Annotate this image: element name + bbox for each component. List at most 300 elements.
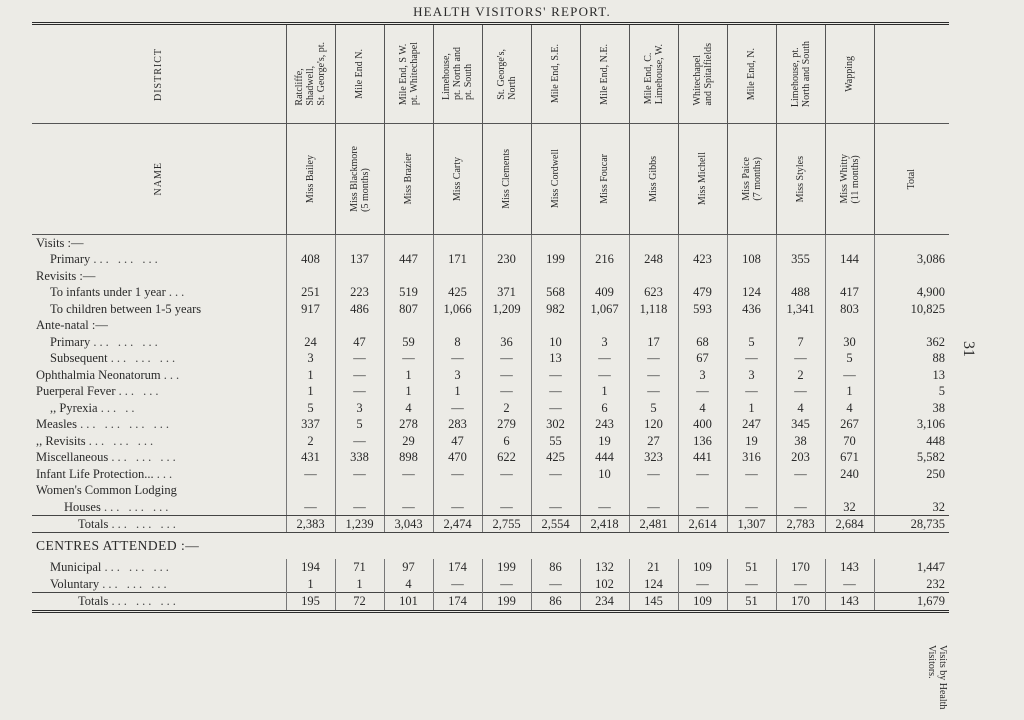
value-cell: —	[335, 433, 384, 450]
value-cell: 6	[580, 400, 629, 417]
district-header	[482, 24, 531, 124]
value-cell: —	[678, 383, 727, 400]
visitor-name-header	[580, 124, 629, 235]
value-cell: 5	[335, 416, 384, 433]
page-number: 31	[960, 341, 977, 357]
visitor-name: Miss Blackmore (5 months)	[348, 146, 371, 212]
row-label-cell	[32, 350, 286, 367]
leader-dots: ... ... ...	[111, 450, 179, 465]
row-label: ,, Revisits	[36, 433, 86, 448]
district-label: DISTRICT	[153, 47, 165, 101]
district-header	[384, 24, 433, 124]
value-cell: 143	[825, 593, 874, 612]
value-cell: —	[482, 466, 531, 483]
value-cell	[335, 317, 384, 334]
value-cell: 1	[286, 367, 335, 384]
value-cell	[286, 268, 335, 285]
value-cell: —	[384, 350, 433, 367]
value-cell	[433, 268, 482, 285]
value-cell: 371	[482, 284, 531, 301]
value-cell: 302	[531, 416, 580, 433]
visitor-name: Miss Gibbs	[648, 156, 659, 202]
value-cell	[727, 482, 776, 499]
visitor-name-header	[335, 124, 384, 235]
value-cell: —	[727, 350, 776, 367]
district-name: Mile End, S W. pt. Whitechapel	[397, 42, 420, 106]
value-cell: 568	[531, 284, 580, 301]
value-cell: 124	[629, 576, 678, 593]
row-label: Subsequent	[50, 351, 108, 366]
leader-dots: ... ... ...	[103, 499, 172, 514]
value-cell: —	[531, 400, 580, 417]
value-cell: 86	[531, 559, 580, 576]
value-cell: 1	[433, 383, 482, 400]
value-cell: —	[629, 499, 678, 516]
value-cell: 3	[678, 367, 727, 384]
visitor-name-header	[482, 124, 531, 235]
district-header-row	[32, 24, 949, 124]
value-cell	[531, 482, 580, 499]
value-cell: 10	[531, 334, 580, 351]
row-label: Primary	[50, 252, 91, 267]
value-cell	[531, 235, 580, 252]
value-cell: 174	[433, 593, 482, 612]
table-row	[32, 268, 949, 285]
row-label: Municipal	[50, 560, 102, 575]
value-cell: 137	[335, 251, 384, 268]
total-cell: 362	[874, 334, 949, 351]
value-cell: 38	[776, 433, 825, 450]
value-cell	[678, 268, 727, 285]
centres-totals-row	[32, 593, 949, 612]
value-cell: 444	[580, 449, 629, 466]
row-label-cell	[32, 268, 286, 285]
district-header	[727, 24, 776, 124]
value-cell	[629, 482, 678, 499]
value-cell: 2,383	[286, 515, 335, 533]
value-cell	[776, 268, 825, 285]
value-cell: 109	[678, 559, 727, 576]
value-cell: —	[629, 466, 678, 483]
value-cell: 898	[384, 449, 433, 466]
value-cell	[727, 235, 776, 252]
value-cell: 59	[384, 334, 433, 351]
leader-dots: ... ... ...	[93, 252, 161, 267]
total-cell: 1,447	[874, 559, 949, 576]
district-header	[825, 24, 874, 124]
table-row	[32, 449, 949, 466]
visitor-name-header	[384, 124, 433, 235]
value-cell: —	[433, 499, 482, 516]
value-cell: 6	[482, 433, 531, 450]
value-cell: —	[482, 367, 531, 384]
row-label: Primary	[50, 334, 91, 349]
value-cell: 355	[776, 251, 825, 268]
row-label-cell	[32, 235, 286, 252]
value-cell	[433, 317, 482, 334]
value-cell: 1	[286, 576, 335, 593]
value-cell: —	[629, 383, 678, 400]
value-cell: 19	[580, 433, 629, 450]
value-cell: 3	[580, 334, 629, 351]
row-label-cell	[32, 499, 286, 516]
value-cell: 5	[825, 350, 874, 367]
value-cell: 136	[678, 433, 727, 450]
value-cell: 671	[825, 449, 874, 466]
value-cell: 70	[825, 433, 874, 450]
table-body	[32, 24, 949, 612]
value-cell: 4	[825, 400, 874, 417]
centres-heading-row	[32, 533, 949, 560]
row-label: Ante-natal :—	[36, 318, 108, 333]
row-label: Voluntary	[50, 576, 100, 591]
value-cell: 36	[482, 334, 531, 351]
value-cell: 240	[825, 466, 874, 483]
value-cell: 278	[384, 416, 433, 433]
row-label-cell	[32, 466, 286, 483]
value-cell: —	[531, 383, 580, 400]
value-cell	[286, 235, 335, 252]
total-cell	[874, 268, 949, 285]
leader-dots: ... ... ...	[110, 351, 179, 366]
value-cell	[482, 317, 531, 334]
value-cell: —	[482, 576, 531, 593]
district-header	[874, 24, 949, 124]
row-label-cell	[32, 367, 286, 384]
value-cell: 203	[776, 449, 825, 466]
row-label: Infant Life Protection...	[36, 466, 154, 481]
value-cell	[825, 268, 874, 285]
value-cell	[335, 268, 384, 285]
value-cell: 436	[727, 301, 776, 318]
value-cell	[482, 482, 531, 499]
total-cell: 1,679	[874, 593, 949, 612]
value-cell	[678, 235, 727, 252]
leader-dots: ... ... ...	[102, 576, 170, 591]
value-cell: 1,307	[727, 515, 776, 533]
value-cell: 425	[531, 449, 580, 466]
value-cell: —	[776, 576, 825, 593]
value-cell: 470	[433, 449, 482, 466]
row-label: To children between 1-5 years	[50, 301, 202, 316]
row-label-cell	[32, 301, 286, 318]
row-label: Miscellaneous	[36, 450, 109, 465]
district-name: Mile End, C. Limehouse, W.	[642, 43, 665, 105]
value-cell: 1	[825, 383, 874, 400]
row-label-cell	[32, 482, 286, 499]
district-name: St. George's, North	[495, 48, 518, 100]
row-label-cell	[32, 559, 286, 576]
value-cell: 323	[629, 449, 678, 466]
value-cell: 47	[335, 334, 384, 351]
value-cell: 1	[727, 400, 776, 417]
row-label-cell	[32, 433, 286, 450]
value-cell: 803	[825, 301, 874, 318]
visitor-name-header	[433, 124, 482, 235]
value-cell: 345	[776, 416, 825, 433]
district-header	[629, 24, 678, 124]
value-cell: —	[825, 576, 874, 593]
value-cell	[629, 317, 678, 334]
total-cell: 10,825	[874, 301, 949, 318]
district-label-cell	[32, 24, 286, 124]
value-cell: 337	[286, 416, 335, 433]
visitor-name-header	[629, 124, 678, 235]
value-cell: —	[580, 367, 629, 384]
district-name: Mile End N.	[354, 49, 365, 99]
row-label-cell	[32, 593, 286, 612]
row-label-cell	[32, 383, 286, 400]
table-row	[32, 235, 949, 252]
value-cell: —	[727, 499, 776, 516]
value-cell	[384, 482, 433, 499]
name-label: NAME	[153, 162, 165, 196]
value-cell: —	[678, 499, 727, 516]
total-cell: 232	[874, 576, 949, 593]
value-cell: 71	[335, 559, 384, 576]
table-row	[32, 416, 949, 433]
leader-dots: ...	[156, 466, 176, 481]
value-cell: 2	[776, 367, 825, 384]
total-cell	[874, 317, 949, 334]
value-cell: 1	[384, 383, 433, 400]
value-cell: 223	[335, 284, 384, 301]
value-cell: 194	[286, 559, 335, 576]
total-cell: 5	[874, 383, 949, 400]
value-cell: 4	[384, 576, 433, 593]
value-cell: 171	[433, 251, 482, 268]
visitor-name: Miss Cordwell	[550, 149, 561, 209]
health-visitors-table	[32, 22, 949, 613]
value-cell: —	[531, 576, 580, 593]
value-cell: 807	[384, 301, 433, 318]
value-cell: —	[776, 499, 825, 516]
district-name: Mile End, N.	[746, 47, 757, 101]
visitor-name: Miss Michell	[697, 152, 708, 206]
value-cell: —	[776, 350, 825, 367]
value-cell: 2,554	[531, 515, 580, 533]
value-cell: 216	[580, 251, 629, 268]
visitor-name-header	[874, 124, 949, 235]
leader-dots: ... ... ...	[93, 334, 161, 349]
table-row	[32, 334, 949, 351]
value-cell: 86	[531, 593, 580, 612]
value-cell: 47	[433, 433, 482, 450]
total-cell: 38	[874, 400, 949, 417]
row-label: Ophthalmia Neonatorum	[36, 367, 161, 382]
value-cell: 251	[286, 284, 335, 301]
value-cell	[580, 317, 629, 334]
value-cell: —	[825, 367, 874, 384]
value-cell: 1,341	[776, 301, 825, 318]
value-cell: 2,755	[482, 515, 531, 533]
district-header	[531, 24, 580, 124]
value-cell: 2	[286, 433, 335, 450]
value-cell: 2,474	[433, 515, 482, 533]
total-cell: 13	[874, 367, 949, 384]
total-cell: 4,900	[874, 284, 949, 301]
table-row	[32, 433, 949, 450]
visitor-name: Miss Bailey	[305, 154, 316, 204]
value-cell: —	[629, 367, 678, 384]
value-cell	[580, 268, 629, 285]
district-name: Whitechapel and Spitalfields	[691, 42, 714, 106]
value-cell: —	[678, 576, 727, 593]
value-cell: 234	[580, 593, 629, 612]
row-label-cell	[32, 317, 286, 334]
value-cell	[776, 235, 825, 252]
leader-dots: ...	[163, 367, 183, 382]
total-cell	[874, 482, 949, 499]
value-cell: 267	[825, 416, 874, 433]
value-cell	[482, 235, 531, 252]
visitor-name: Miss Brazier	[403, 153, 414, 205]
table-row	[32, 499, 949, 516]
total-cell: 250	[874, 466, 949, 483]
district-header	[678, 24, 727, 124]
district-header	[286, 24, 335, 124]
value-cell	[335, 235, 384, 252]
visitor-name-header	[776, 124, 825, 235]
value-cell: 1	[335, 576, 384, 593]
value-cell: 1	[580, 383, 629, 400]
leader-dots: ... ... ...	[88, 433, 157, 448]
value-cell: 170	[776, 593, 825, 612]
value-cell: 2	[482, 400, 531, 417]
value-cell: 417	[825, 284, 874, 301]
value-cell: 68	[678, 334, 727, 351]
name-header-row	[32, 124, 949, 235]
table-row	[32, 251, 949, 268]
value-cell: 51	[727, 559, 776, 576]
district-header	[580, 24, 629, 124]
leader-dots: ... ...	[118, 384, 162, 399]
value-cell: 279	[482, 416, 531, 433]
row-label: Women's Common Lodging	[36, 483, 177, 498]
value-cell: 144	[825, 251, 874, 268]
value-cell: 17	[629, 334, 678, 351]
value-cell: 400	[678, 416, 727, 433]
value-cell: 199	[482, 593, 531, 612]
leader-dots: ... ... ...	[111, 516, 179, 531]
table-row	[32, 317, 949, 334]
value-cell	[384, 317, 433, 334]
name-label-cell	[32, 124, 286, 235]
visitor-name-header	[678, 124, 727, 235]
table-row	[32, 301, 949, 318]
value-cell: —	[286, 466, 335, 483]
value-cell: 101	[384, 593, 433, 612]
row-label: ,, Pyrexia	[50, 400, 98, 415]
table-row	[32, 284, 949, 301]
value-cell	[531, 268, 580, 285]
value-cell: 143	[825, 559, 874, 576]
value-cell: —	[531, 499, 580, 516]
total-cell: 3,106	[874, 416, 949, 433]
value-cell	[286, 317, 335, 334]
value-cell: —	[727, 576, 776, 593]
centres-heading: CENTRES ATTENDED :—	[36, 538, 200, 553]
table-row	[32, 576, 949, 593]
value-cell	[629, 235, 678, 252]
value-cell: 145	[629, 593, 678, 612]
district-name: Mile End, N.E.	[599, 43, 610, 105]
value-cell: —	[384, 499, 433, 516]
value-cell: 51	[727, 593, 776, 612]
leader-dots: ...	[168, 285, 188, 300]
value-cell: 8	[433, 334, 482, 351]
value-cell: 283	[433, 416, 482, 433]
value-cell: 441	[678, 449, 727, 466]
value-cell	[531, 317, 580, 334]
value-cell: 24	[286, 334, 335, 351]
visitor-name-header	[825, 124, 874, 235]
district-header	[433, 24, 482, 124]
value-cell: —	[335, 499, 384, 516]
value-cell: —	[433, 466, 482, 483]
value-cell: —	[335, 383, 384, 400]
value-cell: 425	[433, 284, 482, 301]
value-cell: 13	[531, 350, 580, 367]
value-cell: 982	[531, 301, 580, 318]
value-cell: 622	[482, 449, 531, 466]
value-cell: 243	[580, 416, 629, 433]
value-cell: 120	[629, 416, 678, 433]
value-cell: 102	[580, 576, 629, 593]
row-label: Puerperal Fever	[36, 384, 116, 399]
value-cell	[286, 482, 335, 499]
row-label-cell	[32, 334, 286, 351]
leader-dots: ... ..	[100, 400, 138, 415]
value-cell: 174	[433, 559, 482, 576]
visitor-name: Miss Carty	[452, 156, 463, 202]
value-cell: —	[580, 350, 629, 367]
value-cell: 486	[335, 301, 384, 318]
row-label: Houses	[64, 499, 101, 514]
value-cell: 1,118	[629, 301, 678, 318]
value-cell: 3	[433, 367, 482, 384]
value-cell: 248	[629, 251, 678, 268]
value-cell: 27	[629, 433, 678, 450]
value-cell	[629, 268, 678, 285]
value-cell: 917	[286, 301, 335, 318]
district-name: Mile End, S.E.	[550, 44, 561, 104]
row-label: Measles	[36, 417, 77, 432]
district-name: Wapping	[844, 56, 855, 92]
value-cell: 2,614	[678, 515, 727, 533]
value-cell	[384, 235, 433, 252]
value-cell: —	[433, 400, 482, 417]
value-cell: 409	[580, 284, 629, 301]
row-label: To infants under 1 year	[50, 285, 166, 300]
district-name: Limehouse, pt. North and South	[789, 40, 812, 108]
row-label: Visits :—	[36, 235, 84, 250]
total-cell: 448	[874, 433, 949, 450]
value-cell	[727, 268, 776, 285]
report-title: HEALTH VISITORS' REPORT.	[413, 4, 611, 19]
table-row	[32, 367, 949, 384]
value-cell: 2,684	[825, 515, 874, 533]
value-cell: 5	[629, 400, 678, 417]
row-label: Revisits :—	[36, 268, 96, 283]
value-cell: 2,783	[776, 515, 825, 533]
value-cell: —	[727, 466, 776, 483]
value-cell: 1,067	[580, 301, 629, 318]
value-cell: —	[776, 466, 825, 483]
visitor-name: Total	[906, 168, 918, 190]
table-row	[32, 466, 949, 483]
value-cell: —	[384, 466, 433, 483]
